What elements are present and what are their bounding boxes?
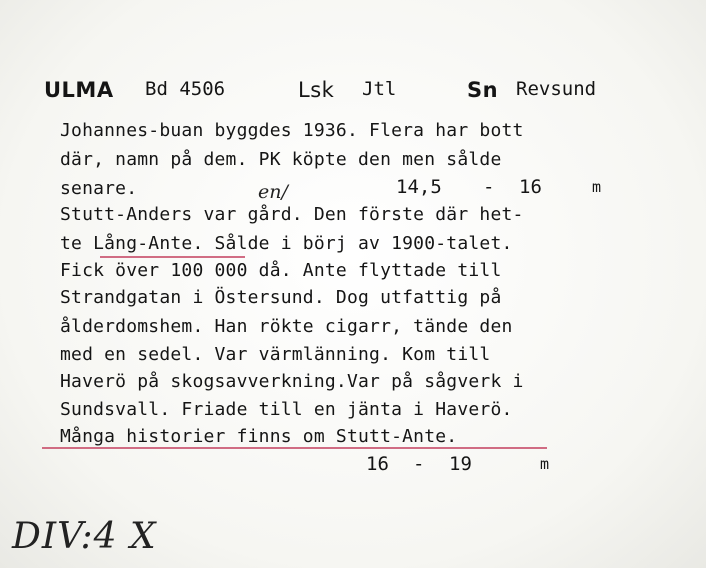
sn-value: Revsund: [516, 78, 597, 100]
archive-code: ULMA: [44, 78, 114, 102]
lsk-value: Jtl: [362, 78, 397, 100]
sn-label: Sn: [467, 78, 499, 102]
volume-number: Bd 4506: [145, 78, 226, 100]
body-line: Stutt-Anders var gård. Den förste där het-: [60, 204, 524, 225]
underline-lang-ante: [100, 256, 245, 258]
handwritten-insert: en/: [258, 181, 288, 203]
body-line: senare.: [60, 178, 138, 199]
body-line: Sundsvall. Friade till en jänta i Haverö.: [60, 399, 513, 420]
ref1-start: 14,5: [396, 176, 442, 198]
lsk-label: Lsk: [298, 78, 335, 102]
ref1-dash: -: [483, 176, 495, 198]
body-line: där, namn på dem. PK köpte den men sålde: [60, 149, 502, 170]
ref2-end: 19: [449, 453, 472, 475]
body-line: ålderdomshem. Han rökte cigarr, tände den: [60, 316, 513, 337]
body-line: Många historier finns om Stutt-Ante.: [60, 426, 458, 447]
ref2-unit: m: [540, 455, 550, 473]
handwritten-signature: DIV:4 X: [12, 516, 157, 557]
body-line: Haverö på skogsavverkning.Var på sågverk i: [60, 371, 524, 392]
body-line: Fick över 100 000 då. Ante flyttade till: [60, 260, 502, 281]
underline-last-line: [42, 447, 547, 449]
body-line: te Lång-Ante. Sålde i börj av 1900-talet.: [60, 233, 513, 254]
body-line: Johannes-buan byggdes 1936. Flera har bott: [60, 120, 524, 141]
body-line: med en sedel. Var värmlänning. Kom till: [60, 344, 491, 365]
ref1-end: 16: [519, 176, 542, 198]
ref2-dash: -: [413, 453, 425, 475]
body-line: Strandgatan i Östersund. Dog utfattig på: [60, 287, 502, 308]
ref2-start: 16: [366, 453, 389, 475]
ref1-unit: m: [592, 178, 602, 196]
